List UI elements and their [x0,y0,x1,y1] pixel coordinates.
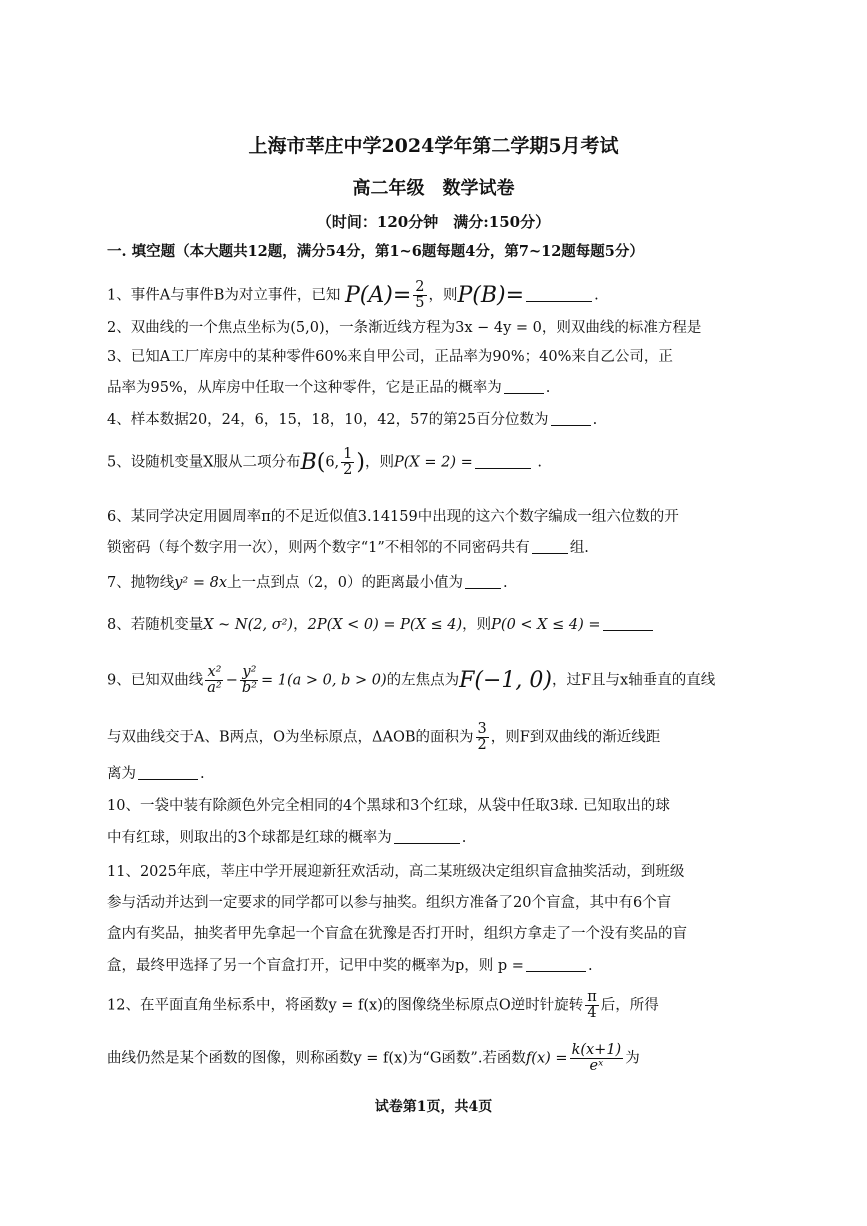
question-2: 2、双曲线的一个焦点坐标为(5,0)，一条渐近线方程为3x − 4y = 0，则双曲线的标准方程是 [107,320,702,336]
question-12-line-2: 曲线仍然是某个函数的图像，则称函数y = f(x)为“G函数”.若函数f(x) = $\frac{k(x+1)}{\text{eˣ}}$ 为 [107,1042,640,1075]
question-6-line-1: 6、某同学决定用圆周率π的不足近似值3.14159中出现的这六个数字编成一组六位数的开 [107,509,679,525]
exam-subtitle: 高二年级 数学试卷 [352,178,515,199]
fraction: $\frac{1}{2}$ [343,446,353,479]
question-9-line-3: 离为 . [107,766,205,782]
fraction: $\frac{3}{2}$ [477,721,487,754]
exam-title: 上海市莘庄中学2024学年第二学期5月考试 [248,135,619,157]
page-footer: 试卷第1页，共4页 [374,1099,493,1115]
question-9-line-1: 9、已知双曲线 $\frac{\text{x²}}{\text{a²}}$ − $\frac{\text{y²}}{\text{b²}}$ = 1(a > 0, b > 0)的左焦点为F(−1, 0)，过F且与x轴垂直的直线 [107,664,716,697]
answer-blank[interactable] [526,287,592,302]
question-10-line-2: 中有红球，则取出的3个球都是红球的概率为 . [107,830,467,846]
question-11-line-4: 盒，最终甲选择了另一个盲盒打开，记甲中奖的概率为p，则 p = . [107,958,593,974]
question-4: 4、样本数据20，24，6，15，18，10，42，57的第25百分位数为 . [107,412,598,428]
question-11-line-3: 盒内有奖品，抽奖者甲先拿起一个盲盒在犹豫是否打开时，组织方拿走了一个没有奖品的盲 [107,926,687,942]
answer-blank[interactable] [394,829,460,844]
question-8: 8、若随机变量X ~ N(2, σ²)，2P(X < 0) = P(X ≤ 4)，则P(0 < X ≤ 4) = [107,613,797,634]
fraction: $\frac{\text{x²}}{\text{a²}}$ [207,664,222,697]
exam-time-info: （时间：120分钟 满分:150分） [316,213,551,231]
question-11-line-1: 11、2025年底，莘庄中学开展迎新狂欢活动，高二某班级决定组织盲盒抽奖活动，到班级 [107,864,685,880]
answer-blank[interactable] [526,957,586,972]
answer-blank[interactable] [551,411,591,426]
question-9-line-2: 与双曲线交于A、B两点，O为坐标原点，ΔAOB的面积为 $\frac{3}{2}$ ，则F到双曲线的渐近线距 [107,721,661,754]
answer-blank[interactable] [475,454,531,469]
question-11-line-2: 参与活动并达到一定要求的同学都可以参与抽奖。组织方准备了20个盲盒，其中有6个盲 [107,895,672,911]
section-heading: 一. 填空题（本大题共12题，满分54分，第1~6题每题4分，第7~12题每题5分） [107,243,644,260]
question-5: 5、设随机变量X服从二项分布B(6, $\frac{1}{2}$ )，则P(X = 2) = . [107,446,542,479]
fraction: $\frac{\text{y²}}{\text{b²}}$ [241,664,257,697]
answer-blank[interactable] [138,765,198,780]
question-7: 7、抛物线y² = 8x上一点到点（2，0）的距离最小值为 . [107,575,508,591]
fraction: $\frac{\pi}{4}$ [587,989,597,1022]
answer-blank[interactable] [504,379,544,394]
answer-blank[interactable] [465,574,501,589]
fraction: $\frac{k(x+1)}{\text{eˣ}}$ [571,1042,622,1075]
question-3-line-1: 3、已知A工厂库房中的某种零件60%来自甲公司，正品率为90%；40%来自乙公司，正 [107,349,673,365]
question-3-line-2: 品率为95%，从库房中任取一个这种零件，它是正品的概率为 . [107,380,551,396]
answer-blank[interactable] [603,616,653,631]
question-12-line-1: 12、在平面直角坐标系中，将函数y = f(x)的图像绕坐标原点O逆时针旋转 $\frac{\pi}{4}$ 后，所得 [107,989,659,1022]
question-10-line-1: 10、一袋中装有除颜色外完全相同的4个黑球和3个红球，从袋中任取3球. 已知取出的球 [107,798,670,814]
answer-blank[interactable] [532,539,568,554]
fraction: $\frac{2}{5}$ [415,279,425,312]
question-1: 1、事件A与事件B为对立事件，已知 P(A)= $\frac{2}{5}$ ，则P(B)= . [107,279,599,312]
question-6-line-2: 锁密码（每个数字用一次），则两个数字“1”不相邻的不同密码共有 组. [107,540,589,556]
